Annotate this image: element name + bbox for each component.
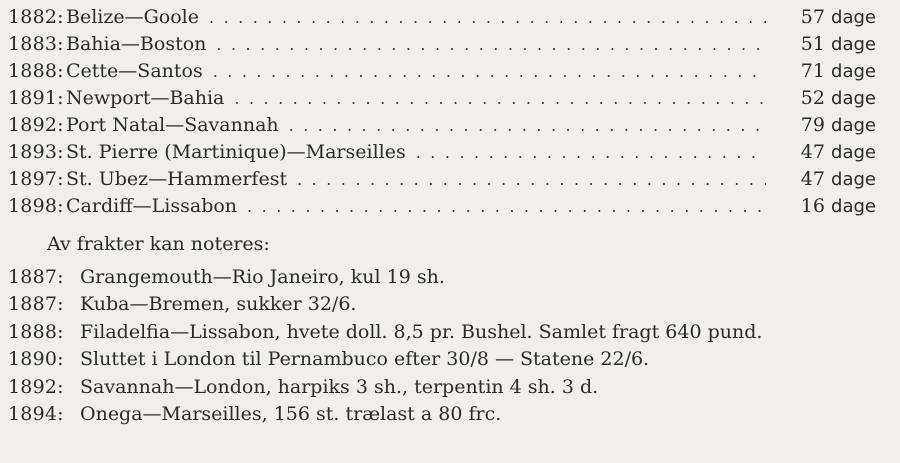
voyage-days-unit: dage <box>831 142 876 163</box>
freight-row <box>8 346 880 373</box>
voyage-duration <box>766 166 876 193</box>
freight-year: 1894: <box>8 402 64 425</box>
freight-row <box>8 374 880 401</box>
freight-year: 1887: <box>8 266 64 288</box>
voyage-days-unit: dage <box>831 115 876 136</box>
dot-leader <box>247 193 766 220</box>
freight-year: 1890: <box>8 348 64 371</box>
freight-list <box>8 264 880 428</box>
freight-text: Onega—Marseilles, 156 st. trælast a 80 frc. <box>80 402 502 425</box>
voyage-days-unit: dage <box>831 34 876 55</box>
voyage-route: Newport—Bahia <box>66 87 225 109</box>
freight-year: 1887: <box>8 293 64 316</box>
dot-leader <box>213 58 766 85</box>
voyage-row <box>8 58 876 85</box>
voyage-route: Cette—Santos <box>66 60 203 82</box>
voyage-days: 52 <box>800 87 825 109</box>
voyage-year: 1883: <box>8 33 64 55</box>
freight-year: 1892: <box>8 375 64 398</box>
freight-heading: Av frakter kan noteres: <box>47 233 270 255</box>
voyage-year: 1893: <box>8 141 64 163</box>
voyage-duration <box>766 31 876 58</box>
voyage-list <box>8 4 876 220</box>
dot-leader <box>234 85 766 112</box>
freight-text: Grangemouth—Rio Janeiro, kul 19 sh. <box>80 266 445 288</box>
voyage-days-unit: dage <box>831 88 876 109</box>
dot-leader <box>216 31 766 58</box>
freight-row <box>8 319 880 346</box>
voyage-year: 1892: <box>8 114 64 136</box>
freight-row <box>8 401 880 428</box>
voyage-days-unit: dage <box>831 169 876 190</box>
voyage-days: 57 <box>800 6 825 28</box>
freight-row <box>8 291 880 318</box>
voyage-row <box>8 85 876 112</box>
voyage-year: 1888: <box>8 60 64 82</box>
freight-year: 1888: <box>8 320 64 343</box>
voyage-row <box>8 166 876 193</box>
voyage-year: 1898: <box>8 195 64 217</box>
voyage-days: 47 <box>800 141 825 163</box>
voyage-days-unit: dage <box>831 196 876 217</box>
voyage-duration <box>766 4 876 31</box>
voyage-row <box>8 31 876 58</box>
voyage-route: St. Ubez—Hammerfest <box>66 168 288 190</box>
voyage-route: Port Natal—Savannah <box>66 114 279 136</box>
freight-row <box>8 264 880 291</box>
voyage-duration <box>766 58 876 85</box>
voyage-duration <box>766 85 876 112</box>
voyage-days-unit: dage <box>831 61 876 82</box>
voyage-row <box>8 112 876 139</box>
voyage-days: 71 <box>800 60 825 82</box>
voyage-row <box>8 193 876 220</box>
voyage-duration <box>766 112 876 139</box>
voyage-route: Belize—Goole <box>66 6 199 28</box>
voyage-row <box>8 4 876 31</box>
voyage-year: 1897: <box>8 168 64 190</box>
voyage-days: 79 <box>800 114 825 136</box>
voyage-days-unit: dage <box>831 7 876 28</box>
voyage-route: Cardiff—Lissabon <box>66 195 238 217</box>
freight-text: Kuba—Bremen, sukker 32/6. <box>80 293 357 316</box>
voyage-days: 16 <box>800 195 825 217</box>
dot-leader <box>209 4 766 31</box>
voyage-duration <box>766 139 876 166</box>
freight-text: Sluttet i London til Pernambuco efter 30/8 — Statene 22/6. <box>80 348 650 371</box>
freight-text: Filadelfia—Lissabon, hvete doll. 8,5 pr. Bushel. Samlet fragt 640 pund. <box>80 320 763 343</box>
voyage-days: 51 <box>800 33 825 55</box>
dot-leader <box>289 112 766 139</box>
voyage-row <box>8 139 876 166</box>
voyage-duration <box>766 193 876 220</box>
freight-text: Savannah—London, harpiks 3 sh., terpentin 4 sh. 3 d. <box>80 375 599 398</box>
dot-leader <box>416 139 766 166</box>
voyage-route: Bahia—Boston <box>66 33 207 55</box>
voyage-route: St. Pierre (Martinique)—Marseilles <box>66 141 406 163</box>
voyage-year: 1882: <box>8 6 64 28</box>
dot-leader <box>297 166 766 193</box>
voyage-year: 1891: <box>8 87 64 109</box>
voyage-days: 47 <box>800 168 825 190</box>
